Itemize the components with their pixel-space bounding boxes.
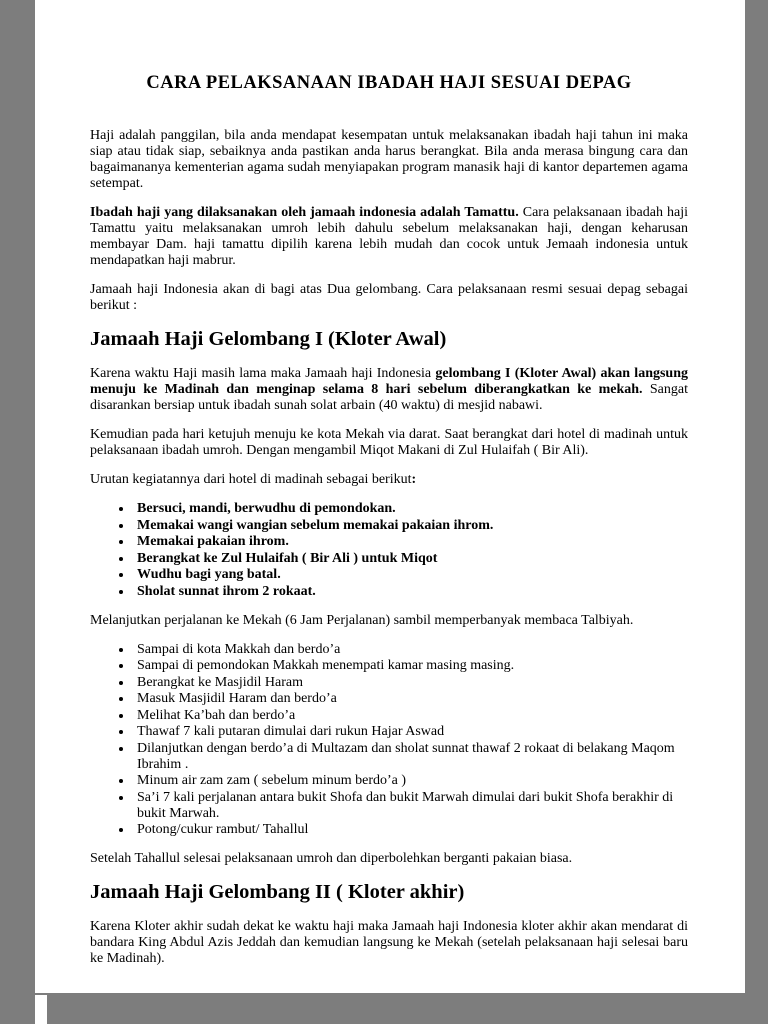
paragraph [90, 427, 688, 459]
text-run: Jamaah Haji Gelombang II ( Kloter akhir) [90, 881, 465, 903]
document-title [90, 72, 688, 94]
text-run: CARA PELAKSANAAN IBADAH HAJI SESUAI DEPAG [146, 73, 632, 93]
paragraph [90, 472, 688, 488]
list-item: • Berangkat ke Masjidil Haram [133, 675, 688, 691]
list-item: • Sampai di pemondokan Makkah menempati kamar masing masing. [133, 658, 688, 674]
list-item: • Minum air zam zam ( sebelum minum berdo’a ) [133, 773, 688, 789]
list-item: • Potong/cukur rambut/ Tahallul [133, 822, 688, 838]
list-item: • Bersuci, mandi, berwudhu di pemondokan. [133, 501, 688, 517]
text-run: Jamaah Haji Gelombang I (Kloter Awal) [90, 328, 447, 350]
list-item: • Melihat Ka’bah dan berdo’a [133, 708, 688, 724]
paragraph [90, 366, 688, 414]
bullet-list [90, 642, 688, 839]
text-run: gelombang I (Kloter Awal) akan langsung menuju ke Madinah dan menginap selama 8 hari sebelum diberangkatkan ke mekah. [90, 366, 688, 397]
text-run: Karena Kloter akhir sudah dekat ke waktu haji maka Jamaah haji Indonesia kloter akhir akan mendarat di bandara King Abdul Azis Jeddah dan kemudian langsung ke Mekah (setelah pelaksanaan haji selesai baru ke Madinah). [90, 919, 688, 966]
paragraph [90, 919, 688, 967]
text-run: Ibadah haji yang dilaksanakan oleh jamaah indonesia adalah Tamattu. [90, 205, 519, 220]
text-run: Cara pelaksanaan ibadah haji Tamattu yaitu melaksanakan umroh lebih dahulu sebelum melaksanakan haji, dengan keharusan membayar Dam. haji tamattu dipilih karena lebih mudah dan cocok untuk Jemaah indonesia untuk mendapatkan haji mabrur. [90, 205, 688, 268]
list-item: • Berangkat ke Zul Hulaifah ( Bir Ali ) untuk Miqot [133, 551, 688, 567]
list-item: • Wudhu bagi yang batal. [133, 567, 688, 583]
list-item: • Sa’i 7 kali perjalanan antara bukit Shofa dan bukit Marwah dimulai dari bukit Shofa berakhir di bukit Marwah. [133, 790, 688, 822]
document-page[interactable] [35, 0, 745, 993]
paragraph [90, 851, 688, 867]
text-run: : [411, 472, 417, 487]
text-run: Karena waktu Haji masih lama maka Jamaah haji Indonesia [90, 366, 436, 381]
section-heading [90, 880, 688, 905]
text-run: Setelah Tahallul selesai pelaksanaan umroh dan diperbolehkan berganti pakaian biasa. [90, 851, 573, 866]
text-run: Haji adalah panggilan, bila anda mendapat kesempatan untuk melaksanakan ibadah haji tahun ini maka siap atau tidak siap, sebaiknya anda pastikan anda harus berangkat. Bila anda merasa bingung cara dan bagaimananya kementerian agama sudah menyiapakan program manasik haji di kantor departemen agama setempat. [90, 128, 688, 191]
section-heading [90, 327, 688, 352]
list-item: • Thawaf 7 kali putaran dimulai dari rukun Hajar Aswad [133, 724, 688, 740]
list-item: • Dilanjutkan dengan berdo’a di Multazam dan sholat sunnat thawaf 2 rokaat di belakang Maqom Ibrahim . [133, 741, 688, 773]
list-item: • Memakai pakaian ihrom. [133, 534, 688, 550]
text-run: Urutan kegiatannya dari hotel di madinah sebagai berikut [90, 472, 412, 487]
text-run: Kemudian pada hari ketujuh menuju ke kota Mekah via darat. Saat berangkat dari hotel di madinah untuk pelaksanaan ibadah umroh. Dengan mengambil Miqot Makani di Zul Hulaifah ( Bir Ali). [90, 427, 688, 458]
text-run: Jamaah haji Indonesia akan di bagi atas Dua gelombang. Cara pelaksanaan resmi sesuai depag sebagai berikut : [90, 282, 688, 313]
text-run: Sangat disarankan bersiap untuk ibadah sunah solat arbain (40 waktu) di mesjid nabawi. [90, 382, 688, 413]
document-content [35, 0, 745, 967]
list-item: • Sampai di kota Makkah dan berdo’a [133, 642, 688, 658]
next-page-corner [35, 995, 47, 1024]
text-run: Melanjutkan perjalanan ke Mekah (6 Jam Perjalanan) sambil memperbanyak membaca Talbiyah. [90, 612, 634, 628]
list-item: • Sholat sunnat ihrom 2 rokaat. [133, 584, 688, 600]
paragraph [90, 128, 688, 192]
paragraph [90, 282, 688, 314]
list-item: • Masuk Masjidil Haram dan berdo’a [133, 691, 688, 707]
paragraph [90, 205, 688, 269]
paragraph [90, 613, 688, 629]
list-item: • Memakai wangi wangian sebelum memakai pakaian ihrom. [133, 518, 688, 534]
bullet-list [90, 501, 688, 600]
